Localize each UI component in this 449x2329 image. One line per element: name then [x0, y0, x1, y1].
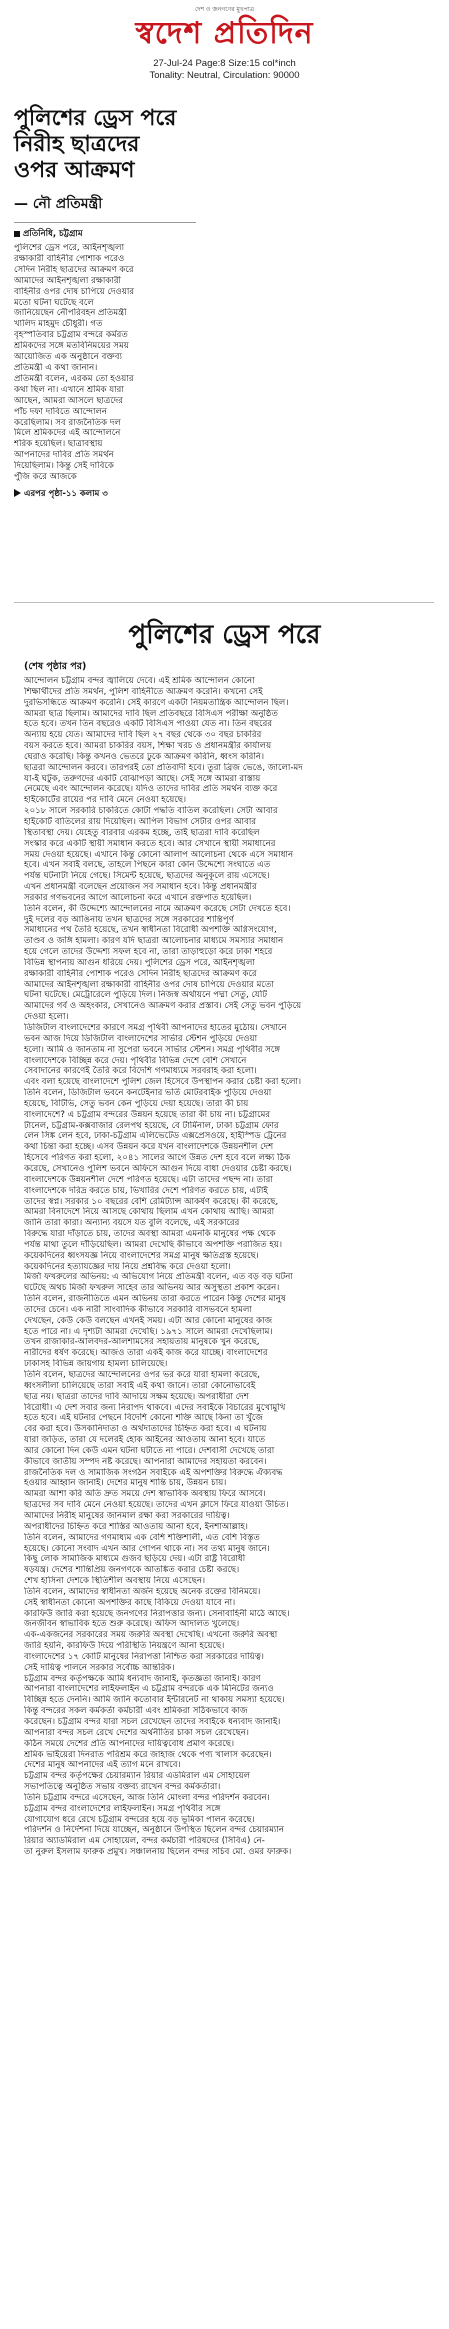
body-line: হলো। আমি ও জানতাম না সুপেরা ভবনে সার্ভার স্টেশন। সমগ্র পৃথিবীর সঙ্গে — [24, 1044, 281, 1055]
lead-line: পাঁচ দফা দাবিতে আন্দোলন — [14, 406, 107, 417]
body-line: দুই দলের বড় আঙিনায় তখন ছাত্রদের সঙ্গে সরকারের শান্তিপূর্ণ — [24, 914, 234, 925]
body-line: সেই স্বাধীনতা কোনো অপশক্তির কাছে বিকিয়ে দেওয়া যাবে না। — [24, 1597, 236, 1608]
body-line: ভবন আজ দিয়ে ডিজিটাল বাংলাদেশের সার্ভার স্টেশন পুড়িয়ে দেওয়া — [24, 1033, 258, 1044]
body-line: বাংলাদেশকে বিচ্ছিন্ন করে দেয়। পৃথিবীর বিভিন্ন দেশে বেশি সেখানে — [24, 1055, 247, 1066]
headline-line3: ওপর আক্রমণ — [14, 158, 135, 183]
body-line: এক-একজনের সরকারের সময় জরুরি অবস্থা দেখেছি। এখনো জরুরি অবস্থা — [24, 1630, 278, 1641]
body-line: চট্টগ্রাম বন্দর বাংলাদেশের লাইফলাইন। সমগ্র পৃথিবীর সঙ্গে — [24, 1803, 221, 1814]
lead-line: মতো ঘটনা ঘটেছে বলে — [14, 297, 94, 308]
body-line: তিনি বলেন, কী উদ্দেশ্যে আন্দোলনের নামে আক্রমণ করেছে সেটা দেখতে হবে। — [24, 903, 291, 914]
body-line: তিনি বলেন, ডিজিটাল ভবনে কনটেইনার ভর্তি মোটরবাইক পুড়িয়ে দেওয়া — [24, 1088, 272, 1099]
body-line: দুরভিসন্ধিতে আক্রমণ করেনি। সেই কারণে একটা নিয়মতান্ত্রিক আন্দোলন ছিল। — [24, 697, 289, 708]
body-line: যারা জড়িত, তারা যে দলেরই হোক আইনের আওতায় আনা হবে। যাতে — [24, 1435, 266, 1446]
clip-meta-line1: 27-Jul-24 Page:8 Size:15 col*inch — [153, 58, 296, 69]
lead-line: শরিক হয়েছিল। ছাত্রাবস্থায় — [14, 439, 103, 450]
lead-line: বাহিনীর ওপর দোষ চাপিয়ে দেওয়ার — [14, 286, 135, 297]
continuation-headline: পুলিশের ড্রেস পরে — [128, 620, 321, 650]
lead-line: মিলে শ্রমিকদের এই আন্দোলনে — [14, 428, 121, 439]
body-line: বিচ্ছিন্ন হতে দেননি। আমি জানি কতোবার ইন্টারনেট না থাকায় সমস্যা হয়েছে। — [24, 1695, 285, 1706]
body-line: সংস্কার করে একটি স্থায়ী সমাধান করতে হবে। আর সেখানে স্থায়ী সমাধানের — [24, 838, 276, 849]
body-line: সেবাদানের কারণেই তৈরি করে বিদেশি গণমাধ্যমে সরবরাহ করা হলো। — [24, 1066, 257, 1077]
body-line: লেন সিঙ্ক লেন হবে, ঢাকা-চট্টগ্রাম এলিভেটেড এক্সপ্রেসওয়ে, হাইস্পিড ট্রেনের — [24, 1131, 287, 1142]
body-line: সময় দেওয়া হয়েছে। এখানে কিন্তু কোনো আলাপ আলোচনা থেকে এসে সমাধান — [24, 849, 294, 860]
body-line: রাজনৈতিক দল ও সামাজিক সংগঠন সবাইকে এই অপশক্তির বিরুদ্ধে ঐক্যবদ্ধ — [24, 1467, 283, 1478]
body-line: করেছেন। চট্টগ্রাম বন্দর যারা সচল রেখেছেন তাদের সবাইকে ধন্যবাদ জানাই। — [24, 1717, 281, 1727]
body-line: আমাদের নিরীহ মানুষের জানমাল রক্ষা করা সরকারের দায়িত্ব। — [24, 1510, 230, 1521]
body-line: বাংলাদেশে? এ চট্টগ্রাম বন্দরের উন্নয়ন হয়েছে তারা কী চায় না। চট্টগ্রামের — [24, 1109, 271, 1120]
body-line: নারীদের ধর্ষণ করেছে। আজও তারা একই কাজ করে যাচ্ছে। বাংলাদেশের — [24, 1348, 268, 1359]
body-line: ছাত্র নয়। ছাত্ররা তাদের দাবি আদায়ে সক্ষম হয়েছে। অপরাধীরা দেশ — [24, 1391, 249, 1402]
body-line: হয়ে গেলে তাদের উদ্দেশ্য সফল হবে না, তারা তাড়াহুড়ো করে ঢাকা শহরে — [24, 947, 273, 958]
body-line: বিরুদ্ধে যারা দাঁড়াতে চায়, তাদের অবস্থা আমরা এমনকি মানুষের পক্ষ থেকে — [24, 1229, 276, 1240]
body-line: করেছে, সেখানেও পুলিশ ভবনে অফিসে আগুন দিয়ে বাধা দেওয়ার চেষ্টা করছে। — [24, 1163, 292, 1174]
body-line: সেই দায়িত্ব পালনে সরকার সর্বোচ্চ আন্তরিক। — [24, 1662, 175, 1673]
body-line: হয়েছে, বিটিভি, সেতু ভবন কেন পুড়িয়ে দেয়া হয়েছে। তারা কী চায় — [24, 1098, 249, 1109]
lead-line: প্রতিমন্ত্রী বলেন, এরকম তো হওয়ার — [14, 373, 134, 384]
body-line: হাইকোর্ট বাতিলের রায় দিয়েছিল। আপিল বিভাগ সেটার ওপর আবার — [24, 816, 257, 827]
body-line: সমাধানের পথ তৈরি হয়েছে, তখন স্বাধীনতা বিরোধী অপশক্তি অগ্নিসংযোগ, — [24, 925, 277, 936]
lead-line: দিয়েছিলাম। কিন্তু সেই দাবিকে — [14, 461, 114, 472]
body-line: কীভাবে জাতীয় সম্পদ নষ্ট করেছে। আপনারা আমাদের সহায়তা করবেন। — [24, 1456, 267, 1467]
masthead-part1: স্বদেশ — [135, 16, 203, 51]
body-line: নেমেছে এবং আন্দোলন করেছে। যদিও তাদের দাবির প্রতি সমর্থন ব্যক্ত করে — [24, 784, 278, 795]
continued-note: এরপর পৃষ্ঠা-১১ কলাম ৩ — [14, 487, 196, 501]
body-line: পর্যন্ত মাথা তুলে দাঁড়িয়েছিল। আমরা দেখেছি কীভাবে অপশক্তি পরাজিত হয়। — [24, 1239, 283, 1250]
body-line: তাণ্ডব ও জঙ্গি হামলা। কারণ যদি ছাত্ররা আলোচনার মাধ্যমে সমস্যার সমাধান — [24, 936, 284, 947]
body-line: হিসেবে পরিণত করা হলো, ২০৪১ সালের আগে উন্নত দেশ হবে বলে লক্ষ্য ঠিক — [24, 1153, 291, 1164]
body-line: হবে। এখন সবাই বলছে, তাহলে পিছনে কারা কোন উদ্দেশ্যে সংঘাতে এত — [24, 860, 271, 871]
body-line: মির্জা ফখরুলের অভিনয়: এ অভিযোগ নিয়ে প্রতিমন্ত্রী বলেন, এত বড় বড় ঘটনা — [24, 1272, 293, 1283]
body-line: ঘটেছে অথচ মির্জা ফখরুল সাহেব তার অভিনয় আর অসুস্থতা প্রকাশ করেন। — [24, 1283, 280, 1294]
body-line: ষড়যন্ত্র। দেশের শান্তিপ্রিয় জনগণকে আতঙ্কিত করার চেষ্টা করছে। — [24, 1565, 240, 1576]
newspaper-tagline: দেশ ও জনগণের মুখপাত্র — [195, 6, 254, 13]
newspaper-masthead — [0, 16, 449, 52]
body-line: কয়েকদিনের ধ্বংসযজ্ঞ নিয়ে বাংলাদেশের সমগ্র মানুষ ক্ষতিগ্রস্ত হয়েছে। — [24, 1250, 259, 1261]
lead-line: শ্রমিকদের সঙ্গে মতবিনিময়ের সময় — [14, 341, 129, 352]
body-line: তা নুরুল ইসলাম ফারুক প্রমুখ। সঞ্চালনায় ছিলেন বন্দর সচিব মো. ওমর ফারুক। — [24, 1847, 292, 1858]
body-line: বিরোধী। এ দেশ সবার জন্য নিরাপদ থাকবে। এদের সবাইকে বিচারের মুখোমুখি — [24, 1402, 286, 1413]
dateline: প্রতিনিধি, চট্টগ্রাম — [14, 227, 196, 241]
lead-paragraph — [14, 243, 196, 483]
lead-line: করেছিলাম। সব রাজনৈতিক দল — [14, 417, 121, 428]
body-line: আর কোনো দিন কেউ এমন ঘটনা ঘটাতে না পারে। দেশবাসী দেখেছে তারা — [24, 1445, 275, 1456]
lead-line: কথা ছিল না। এখানে শ্রমিক যারা — [14, 384, 124, 395]
continuation-body — [24, 676, 434, 1858]
lead-line: প্রতিমন্ত্রী এ কথা জানান। — [14, 362, 98, 373]
body-line: অপরাধীদের চিহ্নিত করে শাস্তির আওতায় আনা হবে, ইনশাআল্লাহ। — [24, 1521, 248, 1532]
body-line: আমাদের গর্ব ও অহংকার, সেখানেও আক্রমণ করার প্রস্তাব। সেই সেতু ভবন পুড়িয়ে — [24, 1001, 302, 1012]
body-line: পরিদর্শন ও নির্দেশনা দিয়ে যাচ্ছেন, অনুষ্ঠানে উপস্থিত ছিলেন বন্দর চেয়ারম্যান — [24, 1825, 285, 1836]
body-line: বয়স করতে হবে। আমরা চাকরির বয়স, শিক্ষা খরচ ও প্রধানমন্ত্রীর কার্যালয় — [24, 741, 272, 752]
body-line: পর্যন্ত ঘটনাটা নিয়ে গেছে। সিমেন্ট হয়েছে, ছাত্রদের অনুকূলে রায় এসেছে। — [24, 871, 270, 882]
body-line: যোগাযোগ ধরে রেখে চট্টগ্রাম বন্দরের হয়ে বড় ভূমিকা পালন করেছে। — [24, 1814, 255, 1825]
body-line: এবং বলা হয়েছে বাংলাদেশে পুলিশ জেল হিসেবে উপস্থাপন করার চেষ্টা করা হলো। — [24, 1077, 302, 1088]
body-line: রিয়ার অ্যাডমিরাল এম সোহায়েল, বন্দর কর্মচারী পরিষদের (সিবিএ) নে- — [24, 1836, 265, 1847]
lead-line: রক্ষাকারী বাহিনীর পোশাক পরেও — [14, 253, 125, 264]
body-line: জনজীবন স্বাভাবিক হতে শুরু করেছে। অফিস আদালত খুলেছে। — [24, 1619, 240, 1630]
body-line: ঘেরাও করেছি। কিন্তু কখনও ভেতরে ঢুকে আক্রমণ করিনি, ধ্বংস করিনি। — [24, 751, 265, 762]
clip-meta-line2: Tonality: Neutral, Circulation: 90000 — [149, 70, 300, 81]
body-line: ২০১৮ সালে সরকারি চাকরিতে কোটা পদ্ধতি বাতিল করেছিল। সেটা আবার — [24, 806, 278, 817]
body-line: ছাত্রদের সব দাবি মেনে নেওয়া হয়েছে। তাদের এখন ক্লাসে ফিরে যাওয়া উচিত। — [24, 1500, 289, 1511]
body-line: ঢাকাসহ বিভিন্ন জায়গায় হামলা চালিয়েছে। — [24, 1359, 168, 1370]
square-bullet-icon — [14, 231, 20, 237]
body-line: হতে হবে। তখন তিন বছরেও একটি বিসিএস পাওয়া যেত না। তিন বছরের — [24, 719, 273, 730]
headline-line2: নিরীহ ছাত্রদের — [14, 132, 140, 157]
body-line: জানি তারা কারা। অন্যান্য বয়সে যত বুলি বলেছে, এই সরকারের — [24, 1218, 240, 1229]
body-line: কথা চিন্তা করা হচ্ছে। এসব উন্নয়ন করে যখন বাংলাদেশকে উন্নয়নশীল দেশ — [24, 1142, 274, 1153]
body-line: আন্দোলন চট্টগ্রাম বন্দর জ্বালিয়ে দেবে। এই শ্রমিক আন্দোলন কোনো — [24, 676, 255, 686]
body-line: শিক্ষার্থীদের প্রতি সমর্থন, পুলিশ বাহিনীতে আক্রমণ করেনি। কখনো সেই — [24, 686, 263, 697]
lead-line: আছেন, আমরা আসলে ছাত্রদের — [14, 395, 124, 406]
triangle-pointer-icon — [14, 489, 21, 497]
body-line: শেখ হাসিনা দেশকে স্থিতিশীল অবস্থায় নিয়ে এসেছেন। — [24, 1576, 206, 1587]
lead-line: খালিদ মাহমুদ চৌধুরী। গত — [14, 319, 103, 330]
lead-line: আমাদের আইনশৃঙ্খলা রক্ষাকারী — [14, 275, 122, 286]
body-line: তিনি বলেন, ছাত্রদের আন্দোলনের ওপর ভর করে যারা হামলা করেছে, — [24, 1370, 260, 1380]
body-line: আপনারা বাংলাদেশের লাইফলাইন এ চট্টগ্রাম বন্দরকে এক মিনিটের জন্যও — [24, 1684, 274, 1695]
body-line: রক্ষাকারী বাহিনীর পোশাক পরেও সেদিন নিরীহ ছাত্রদের আক্রমণ করে — [24, 968, 257, 979]
body-line: তিনি বলেন, আমাদের গণমাধ্যম এক বেশি শক্তিশালী, এত বেশি বিস্তৃত — [24, 1532, 260, 1543]
body-line: কঠিন সময়ে দেশের প্রতি আপনাদের দায়িত্ববোধ প্রমাণ করেছে। — [24, 1738, 235, 1749]
body-line: হয়েছে। কোনো সংবাদ এখন আর গোপন থাকে না। সব তথ্য মানুষ জানে। — [24, 1543, 270, 1554]
body-line: শ্রমিক ভাইয়েরা দিনরাত পরিশ্রম করে জাহাজ থেকে পণ্য খালাস করেছেন। — [24, 1749, 272, 1760]
body-line: তিনি চট্টগ্রাম বন্দরে এসেছেন, আজ তিনি মোংলা বন্দর পরিদর্শন করবেন। — [24, 1792, 270, 1803]
body-line: টানেল, চট্টগ্রাম-কক্সবাজার রেলপথ হয়েছে, বে টার্মিনাল, ঢাকা চট্টগ্রাম ফোর — [24, 1120, 279, 1131]
body-line: ধ্বংসলীলা চালিয়েছে তারা সবাই এই কথা জানে। তারা কোনোভাবেই — [24, 1380, 256, 1391]
body-line: চট্টগ্রাম বন্দর কর্তৃপক্ষকে আমি ধন্যবাদ জানাই, কৃতজ্ঞতা জানাই। কারণ — [24, 1673, 261, 1684]
body-line: কিন্তু বন্দরের সকল কর্মকর্তা কর্মচারী এবং শ্রমিকরা সঠিকভাবে কাজ — [24, 1706, 248, 1717]
lead-line: পুঁজি করে আজকে — [14, 472, 77, 483]
body-line: কয়েকদিনের হত্যাযজ্ঞের দায় নিয়ে প্রশ্নবিদ্ধ করে দেওয়া হলো। — [24, 1261, 231, 1272]
body-line: আমরা আশা করি অতি দ্রুত সময়ে দেশ স্বাভাবিক অবস্থায় ফিরে আসবে। — [24, 1489, 266, 1500]
body-line: হতে হবে। এই ঘটনার পেছনে বিদেশি কোনো শক্তি আছে কিনা তা খুঁজে — [24, 1413, 263, 1424]
body-line: দেখছেন, কেউ কেউ বলছেন এখনই সময়। এটা আর কোনো মানুষের কাজ — [24, 1315, 273, 1326]
body-line: আমাদের আইনশৃঙ্খলা রক্ষাকারী বাহিনীর ওপর দোষ চাপিয়ে দেওয়ার মতো — [24, 979, 274, 990]
body-line: ঘটনা ঘটেছে। মেট্রোরেলে পুড়িয়ে দিল। নিজস্ব অর্থায়নে পদ্মা সেতু, যেটি — [24, 990, 267, 1001]
article-front — [14, 106, 196, 499]
byline: — নৌ প্রতিমন্ত্রী — [14, 196, 103, 212]
body-line: বাংলাদেশকে দরিদ্র করতে চায়, ভিখারির দেশে পরিণত করতে চায়, এটাই — [24, 1185, 268, 1196]
body-line: আমরা বিনাদেশে নিয়ে আসছে কোথায় ছিলাম এখন কোথায় আছি। আমরা — [24, 1207, 275, 1218]
body-line: দেওয়া হলো। — [24, 1012, 69, 1023]
body-line: হতে পারে না। এ দৃশ্যটা আমরা দেখেছি। ১৯৭১ সালে আমরা দেখেছিলাম। — [24, 1326, 273, 1337]
body-line: তিনি বলেন, আমাদের স্বাধীনতা অর্জন হয়েছে অনেক রক্তের বিনিময়ে। — [24, 1586, 261, 1597]
body-line: ডিজিটাল বাংলাদেশের কারণে সমগ্র পৃথিবী আপনাদের হাতের মুঠোয়। সেখানে — [24, 1023, 287, 1033]
body-line: তখন রাজাকার-আলবদর-আলশামসের সহায়তায় মানুষকে খুন করেছে, — [24, 1337, 260, 1348]
body-line: বের করা হবে। উসকানিদাতা ও অর্থদাতাদের চিহ্নিত করা হবে। এ ঘটনায় — [24, 1424, 267, 1435]
section-divider — [14, 602, 434, 603]
body-line: কিছু লোক সামাজিক মাধ্যমে গুজব ছড়িয়ে দেয়। এটা রাষ্ট্র বিরোধী — [24, 1554, 246, 1565]
body-line: ছাত্ররা আন্দোলন করবে। তারপরই তো প্রতিবাদী হবে। তুরা ব্রিজ ভেঙে, জালো-মদ — [24, 762, 303, 773]
divider — [14, 222, 196, 223]
body-line: দেশের মানুষ আপনাদের এই ত্যাগ মনে রাখবে। — [24, 1760, 181, 1771]
body-line: আপনারা বন্দর সচল রেখে দেশের অর্থনীতির চাকা সচল রেখেছেন। — [24, 1727, 250, 1738]
body-line: তাদের স্বপ্ন। সরকার ১০ বছরের বেশি রেমিট্যান্স আকর্ষণ করেছে। কী করেছে, — [24, 1196, 279, 1207]
headline-line1: পুলিশের ড্রেস পরে — [14, 106, 177, 131]
body-line: কারফিউ জারি করা হয়েছে জনগণের নিরাপত্তার জন্য। সেনাবাহিনী মাঠে আছে। — [24, 1608, 290, 1619]
body-line: তিনি বলেন, রাজনীতিতে এমন অভিনয় তারা করতে পারেন কিন্তু দেশের মানুষ — [24, 1294, 286, 1305]
continued-from-note: (শেষ পৃষ্ঠার পর) — [24, 661, 87, 672]
body-line: বাংলাদেশকে উন্নয়নশীল দেশে পরিণত হয়েছে। এটা তাদের পছন্দ না। তারা — [24, 1174, 273, 1185]
body-line: জারি হয়নি, কারফিউ দিয়ে পরিস্থিতি নিয়ন্ত্রণে আনা হয়েছে। — [24, 1641, 225, 1652]
body-line: যা-ই ঘটুক, তরুণদের একটি বোঝাপড়া আছে। সেই সঙ্গে আমরা রাস্তায় — [24, 773, 261, 784]
lead-line: বৃহস্পতিবার চট্টগ্রাম বন্দরে কর্মরত — [14, 330, 128, 341]
body-line: স্থিতাবস্থা দেয়। যেহেতু বারবার এরকম হচ্ছে, তাই ছাত্ররা দাবি করেছিল — [24, 827, 260, 838]
lead-line: পুলিশের ড্রেস পরে, আইনশৃঙ্খলা — [14, 243, 125, 253]
lead-line: সেদিন নিরীহ ছাত্রদের আক্রমণ করে — [14, 264, 134, 275]
body-line: হওয়ার আহ্বান জানাই। দেশের মানুষ শান্তি চায়, উন্নয়ন চায়। — [24, 1478, 227, 1489]
body-line: সরকার গণভবনের আগে আলোচনা করে এখানে রক্তপাত হয়েছিল। — [24, 892, 252, 903]
body-line: আমরা ছাত্র ছিলাম। আমাদের দাবি ছিল প্রতিবছরে বিসিএস পরীক্ষা অনুষ্ঠিত — [24, 708, 278, 719]
lead-line: আয়োজিত এক অনুষ্ঠানে বক্তব্য — [14, 352, 123, 363]
lead-line: আপনাদের দাবির প্রতি সমর্থন — [14, 450, 114, 461]
body-line: হাইকোর্টের রায়ের পর দাবি মেনে নেওয়া হয়েছে। — [24, 795, 187, 806]
body-line: বাংলাদেশের ১৭ কোটি মানুষের নিরাপত্তা নিশ্চিত করা সরকারের দায়িত্ব। — [24, 1651, 264, 1662]
body-line: তাদের চেনে। এক নারী সাংবাদিক কীভাবে সরকারি বাসভবনে হামলা — [24, 1304, 252, 1315]
body-line: এখন প্রধানমন্ত্রী বলেছেন প্রয়োজন সব সমাধান হবে। কিন্তু প্রধানমন্ত্রীর — [24, 882, 257, 893]
masthead-part2: প্রতিদিন — [213, 16, 314, 51]
body-line: বিভিন্ন স্থাপনায় আগুন ধরিয়ে দেয়। পুলিশের ড্রেস পরে, আইনশৃঙ্খলা — [24, 957, 255, 968]
body-line: সভাপতিত্বে অনুষ্ঠিত সভায় বক্তব্য রাখেন বন্দর কর্মকর্তারা। — [24, 1782, 221, 1793]
lead-line: জানিয়েছেন নৌপরিবহন প্রতিমন্ত্রী — [14, 308, 127, 319]
body-line: চট্টগ্রাম বন্দর কর্তৃপক্ষের চেয়ারম্যান রিয়ার এডমিরাল এম সোহায়েল — [24, 1771, 251, 1782]
body-line: অন্যায় হয়ে যেত। আমাদের দাবি ছিল ২৭ বছর থেকে ৩০ বছর চাকরির — [24, 730, 262, 741]
